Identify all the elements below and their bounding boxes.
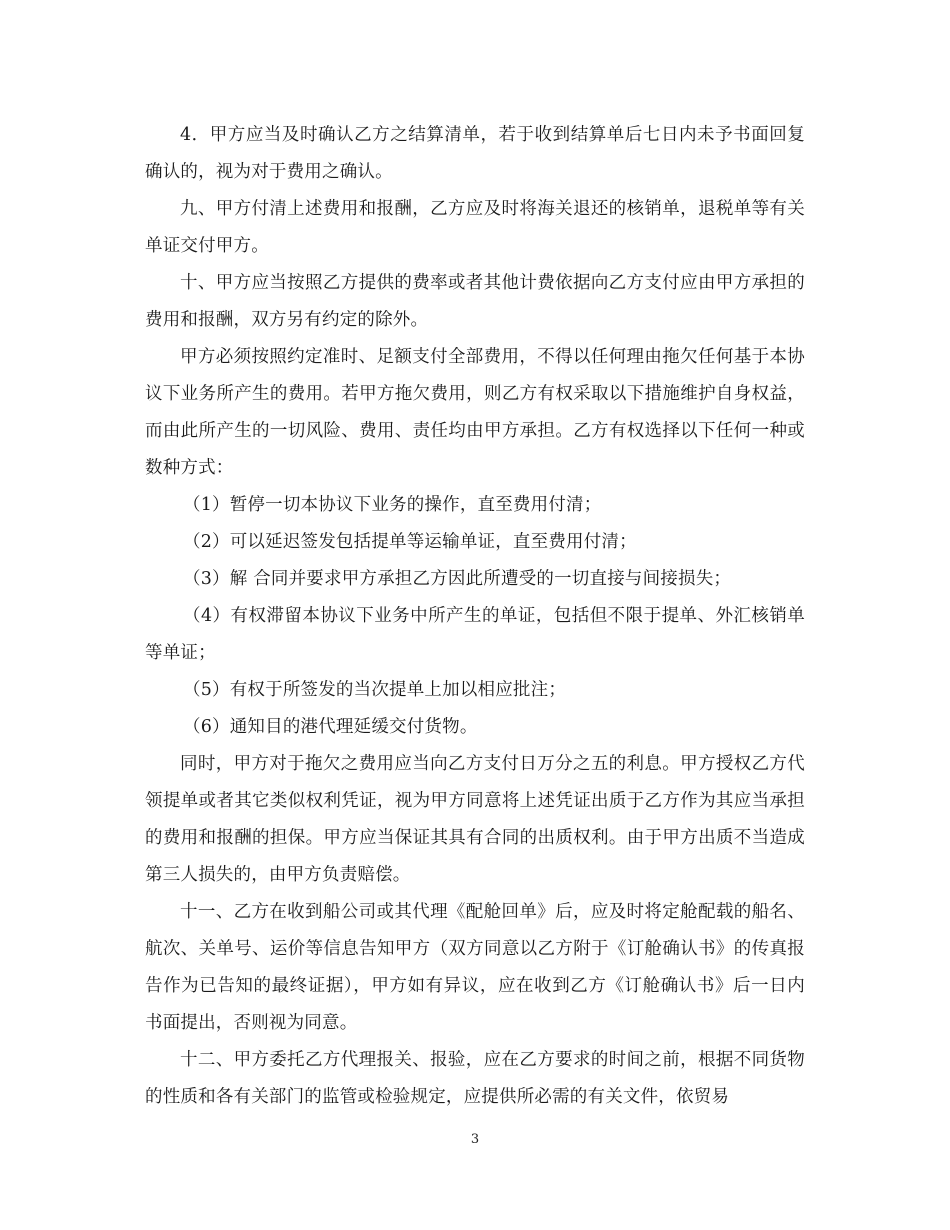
paragraph-clause-12: 十二、甲方委托乙方代理报关、报验，应在乙方要求的时间之前，根据不同货物的性质和各有关部门的监管或检验规定，应提供所必需的有关文件，依贸易	[145, 1050, 805, 1107]
document-body	[145, 117, 805, 1116]
paragraph-clause-9: 九、甲方付清上述费用和报酬，乙方应及时将海关退还的核销单，退税单等有关单证交付甲方。	[145, 199, 805, 256]
list-item-option-2: （2）可以延迟签发包括提单等运输单证，直至费用付清；	[183, 532, 637, 552]
page-number: 3	[470, 1132, 480, 1147]
paragraph-clause-11: 十一、乙方在收到船公司或其代理《配舱回单》后，应及时将定舱配载的船名、航次、关单号、运价等信息告知甲方（双方同意以乙方附于《订舱确认书》的传真报告作为已告知的最终证据），甲方如有异议，应在收到乙方《订舱确认书》后一日内书面提出，否则视为同意。	[145, 902, 805, 1033]
paragraph-interest-pledge: 同时，甲方对于拖欠之费用应当向乙方支付日万分之五的利息。甲方授权乙方代领提单或者其它类似权利凭证，视为甲方同意将上述凭证出质于乙方作为其应当承担的费用和报酬的担保。甲方应当保证其具有合同的出质权利。由于甲方出质不当造成第三人损失的，由甲方负责赔偿。	[145, 754, 805, 885]
paragraph-payment-obligation: 甲方必须按照约定准时、足额支付全部费用，不得以任何理由拖欠任何基于本协议下业务所产生的费用。若甲方拖欠费用，则乙方有权采取以下措施维护自身权益，而由此所产生的一切风险、费用、责任均由甲方承担。乙方有权选择以下任何一种或数种方式：	[145, 347, 805, 478]
list-item-option-4: （4）有权滞留本协议下业务中所产生的单证，包括但不限于提单、外汇核销单等单证；	[145, 606, 805, 663]
list-item-option-6: （6）通知目的港代理延缓交付货物。	[183, 717, 478, 737]
list-item-option-3: （3）解 合同并要求甲方承担乙方因此所遭受的一切直接与间接损失；	[183, 569, 732, 589]
list-item-option-5: （5）有权于所签发的当次提单上加以相应批注；	[183, 680, 567, 700]
paragraph-clause-10: 十、甲方应当按照乙方提供的费率或者其他计费依据向乙方支付应由甲方承担的费用和报酬，双方另有约定的除外。	[145, 273, 805, 330]
list-item-option-1: （1）暂停一切本协议下业务的操作，直至费用付清；	[183, 495, 602, 515]
paragraph-settlement-confirmation: 4．甲方应当及时确认乙方之结算清单，若于收到结算单后七日内未予书面回复确认的，视为对于费用之确认。	[145, 125, 805, 182]
